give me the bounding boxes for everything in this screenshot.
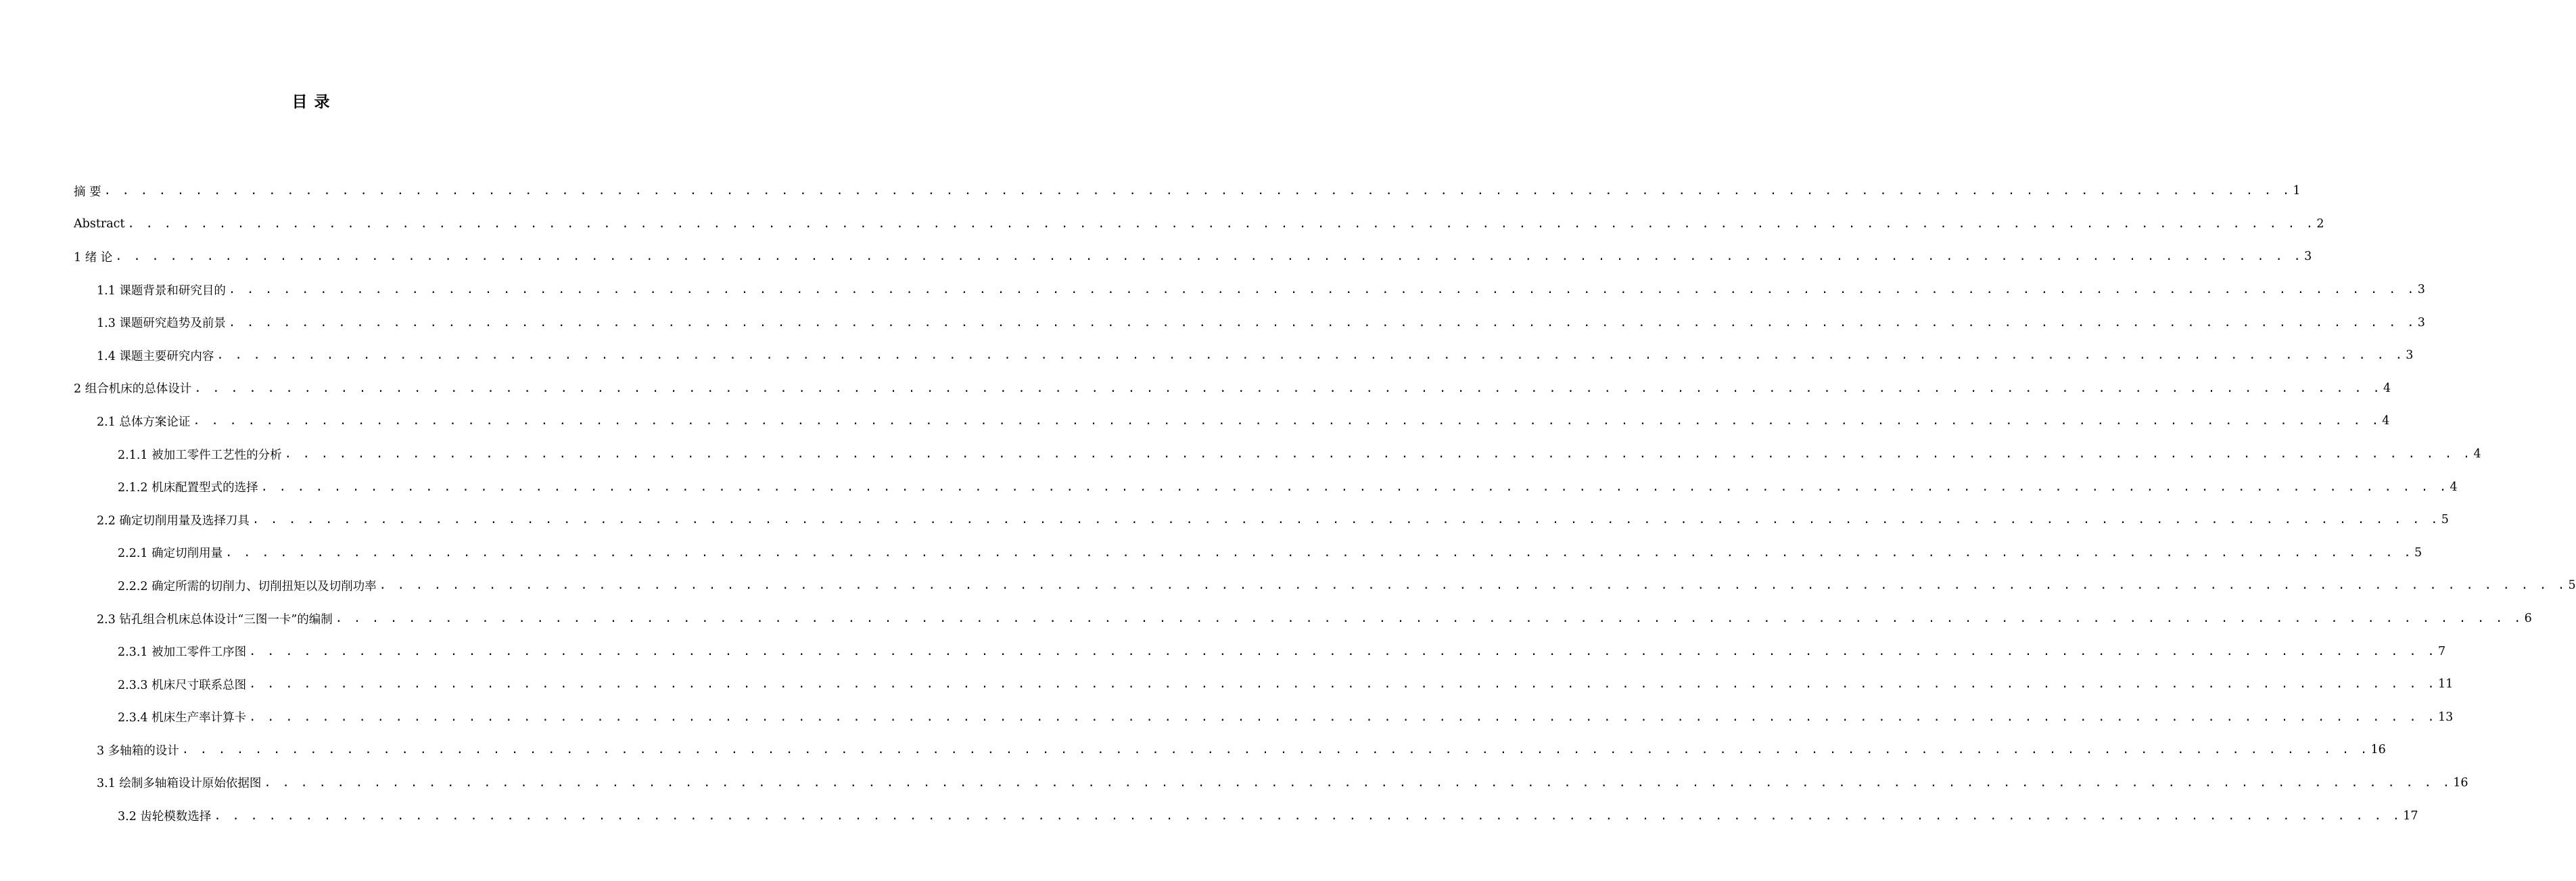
toc-entry-page-number: 5 (2441, 513, 2449, 527)
toc-dot-leader: . . . . . . . . . . . . . . . . . . . . . . . . . . . . . . . . . . . . . . . . . . . . . . . . . . . . . . . . . . . . . . . . . . . . . . . . . . . . . . . . . . . . . . . . . . . . . . . . . . . . . . . . . . . . . . . . . . . . . . . . (193, 414, 2381, 428)
toc-entry-page-number: 3 (2406, 348, 2414, 363)
toc-dot-leader: . . . . . . . . . . . . . . . . . . . . . . . . . . . . . . . . . . . . . . . . . . . . . . . . . . . . . . . . . . . . . . . . . . . . . . . . . . . . . . . . . . . . . . . . . . . . . . . . . . . . . . . . . . . . . . . . . . . . . . . . (284, 447, 2473, 461)
toc-entry-page-number: 5 (2414, 545, 2422, 560)
toc-entry[interactable] (0, 569, 2576, 602)
toc-entry-page-number: 4 (2473, 447, 2481, 461)
toc-entry-title: 2.2 确定切削用量及选择刀具 (97, 514, 250, 528)
toc-dot-leader: . . . . . . . . . . . . . . . . . . . . . . . . . . . . . . . . . . . . . . . . . . . . . . . . . . . . . . . . . . . . . . . . . . . . . . . . . . . . . . . . . . . . . . . . . . . . . . . . . . . . . . . . . . . . . . . . . . . . . . . . (252, 513, 2440, 527)
toc-dot-leader: . . . . . . . . . . . . . . . . . . . . . . . . . . . . . . . . . . . . . . . . . . . . . . . . . . . . . . . . . . . . . . . . . . . . . . . . . . . . . . . . . . . . . . . . . . . . . . . . . . . . . . . . . . . . . . . . . . . . . . . . (115, 250, 2303, 264)
toc-entry-page-number: 7 (2437, 644, 2446, 658)
toc-dot-leader: . . . . . . . . . . . . . . . . . . . . . . . . . . . . . . . . . . . . . . . . . . . . . . . . . . . . . . . . . . . . . . . . . . . . . . . . . . . . . . . . . . . . . . . . . . . . . . . . . . . . . . . . . . . . . . . . . . . . . . . . (249, 710, 2437, 724)
toc-title: 目 录 (291, 93, 331, 111)
toc-dot-leader: . . . . . . . . . . . . . . . . . . . . . . . . . . . . . . . . . . . . . . . . . . . . . . . . . . . . . . . . . . . . . . . . . . . . . . . . . . . . . . . . . . . . . . . . . . . . . . . . . . . . . . . . . . . . . . . . . . . . . . . . (194, 381, 2383, 395)
toc-entry[interactable] (0, 701, 2454, 734)
toc-entry-title: 1.1 课题背景和研究目的 (97, 284, 226, 298)
toc-entry-page-number: 2 (2316, 217, 2324, 231)
toc-entry[interactable] (0, 668, 2454, 701)
toc-entry-page-number: 11 (2437, 677, 2454, 692)
toc-entry-title: 3 多轴箱的设计 (97, 744, 179, 758)
toc-entry[interactable] (0, 175, 2301, 208)
toc-entry[interactable] (0, 635, 2446, 668)
toc-entry-title: 摘 要 (74, 185, 101, 199)
toc-entry[interactable] (0, 767, 2468, 800)
toc-entry[interactable] (0, 306, 2425, 339)
toc-entry[interactable] (0, 405, 2390, 438)
toc-dot-leader: . . . . . . . . . . . . . . . . . . . . . . . . . . . . . . . . . . . . . . . . . . . . . . . . . . . . . . . . . . . . . . . . . . . . . . . . . . . . . . . . . . . . . . . . . . . . . . . . . . . . . . . . . . . . . . . . . . . . . . . . (379, 579, 2567, 593)
toc-dot-leader: . . . . . . . . . . . . . . . . . . . . . . . . . . . . . . . . . . . . . . . . . . . . . . . . . . . . . . . . . . . . . . . . . . . . . . . . . . . . . . . . . . . . . . . . . . . . . . . . . . . . . . . . . . . . . . . . . . . . . . . . (228, 283, 2416, 297)
toc-entry-title: 3.2 齿轮模数选择 (118, 810, 212, 824)
toc-dot-leader: . . . . . . . . . . . . . . . . . . . . . . . . . . . . . . . . . . . . . . . . . . . . . . . . . . . . . . . . . . . . . . . . . . . . . . . . . . . . . . . . . . . . . . . . . . . . . . . . . . . . . . . . . . . . . . . . . . . . . . . . (214, 809, 2402, 823)
toc-dot-leader: . . . . . . . . . . . . . . . . . . . . . . . . . . . . . . . . . . . . . . . . . . . . . . . . . . . . . . . . . . . . . . . . . . . . . . . . . . . . . . . . . . . . . . . . . . . . . . . . . . . . . . . . . . . . . . . . . . . . . . . . (181, 743, 2370, 757)
toc-entry-title: 2.1.2 机床配置型式的选择 (118, 481, 258, 495)
toc-entry[interactable] (0, 438, 2481, 471)
table-of-contents (0, 175, 2576, 832)
toc-entry-title: 2.3.1 被加工零件工序图 (118, 646, 247, 660)
toc-entry-title: 1 绪 论 (74, 250, 113, 265)
toc-entry-page-number: 3 (2417, 283, 2425, 297)
toc-entry-page-number: 13 (2437, 710, 2454, 724)
toc-entry-title: 1.4 课题主要研究内容 (97, 349, 214, 363)
toc-entry[interactable] (0, 372, 2391, 405)
toc-entry-title: 2.3 钻孔组合机床总体设计“三图一卡”的编制 (97, 612, 333, 627)
toc-entry-title: 1.3 课题研究趋势及前景 (97, 317, 226, 331)
toc-entry-page-number: 3 (2417, 315, 2425, 330)
toc-entry[interactable] (0, 733, 2386, 767)
toc-entry[interactable] (0, 240, 2312, 273)
toc-dot-leader: . . . . . . . . . . . . . . . . . . . . . . . . . . . . . . . . . . . . . . . . . . . . . . . . . . . . . . . . . . . . . . . . . . . . . . . . . . . . . . . . . . . . . . . . . . . . . . . . . . . . . . . . . . . . . . . . . . . . . . . . (249, 677, 2437, 692)
toc-entry[interactable] (0, 470, 2458, 503)
toc-entry-title: 2 组合机床的总体设计 (74, 382, 192, 397)
toc-entry-title: Abstract (74, 217, 125, 231)
toc-dot-leader: . . . . . . . . . . . . . . . . . . . . . . . . . . . . . . . . . . . . . . . . . . . . . . . . . . . . . . . . . . . . . . . . . . . . . . . . . . . . . . . . . . . . . . . . . . . . . . . . . . . . . . . . . . . . . . . . . . . . . . . . (260, 480, 2449, 494)
toc-entry[interactable] (0, 537, 2422, 570)
toc-entry-page-number: 3 (2304, 250, 2312, 264)
toc-dot-leader: . . . . . . . . . . . . . . . . . . . . . . . . . . . . . . . . . . . . . . . . . . . . . . . . . . . . . . . . . . . . . . . . . . . . . . . . . . . . . . . . . . . . . . . . . . . . . . . . . . . . . . . . . . . . . . . . . . . . . . . . (335, 612, 2523, 626)
toc-dot-leader: . . . . . . . . . . . . . . . . . . . . . . . . . . . . . . . . . . . . . . . . . . . . . . . . . . . . . . . . . . . . . . . . . . . . . . . . . . . . . . . . . . . . . . . . . . . . . . . . . . . . . . . . . . . . . . . . . . . . . . . . (103, 184, 2292, 198)
toc-entry-page-number: 5 (2568, 579, 2576, 593)
toc-entry-page-number: 17 (2403, 809, 2418, 823)
toc-dot-leader: . . . . . . . . . . . . . . . . . . . . . . . . . . . . . . . . . . . . . . . . . . . . . . . . . . . . . . . . . . . . . . . . . . . . . . . . . . . . . . . . . . . . . . . . . . . . . . . . . . . . . . . . . . . . . . . . . . . . . . . . (225, 545, 2413, 560)
toc-entry[interactable] (0, 503, 2449, 537)
toc-entry[interactable] (0, 799, 2418, 832)
toc-entry-title: 2.3.3 机床尺寸联系总图 (118, 678, 247, 692)
toc-entry-page-number: 4 (2383, 381, 2391, 395)
toc-entry-page-number: 1 (2293, 184, 2301, 198)
toc-entry-title: 2.1 总体方案论证 (97, 415, 191, 429)
toc-entry-title: 3.1 绘制多轴箱设计原始依据图 (97, 777, 262, 791)
toc-entry-title: 2.2.1 确定切削用量 (118, 547, 223, 561)
toc-dot-leader: . . . . . . . . . . . . . . . . . . . . . . . . . . . . . . . . . . . . . . . . . . . . . . . . . . . . . . . . . . . . . . . . . . . . . . . . . . . . . . . . . . . . . . . . . . . . . . . . . . . . . . . . . . . . . . . . . . . . . . . . (228, 315, 2416, 330)
toc-entry-page-number: 16 (2370, 743, 2386, 757)
toc-dot-leader: . . . . . . . . . . . . . . . . . . . . . . . . . . . . . . . . . . . . . . . . . . . . . . . . . . . . . . . . . . . . . . . . . . . . . . . . . . . . . . . . . . . . . . . . . . . . . . . . . . . . . . . . . . . . . . . . . . . . . . . . (127, 217, 2316, 231)
toc-dot-leader: . . . . . . . . . . . . . . . . . . . . . . . . . . . . . . . . . . . . . . . . . . . . . . . . . . . . . . . . . . . . . . . . . . . . . . . . . . . . . . . . . . . . . . . . . . . . . . . . . . . . . . . . . . . . . . . . . . . . . . . . (264, 775, 2452, 790)
toc-entry-title: 2.1.1 被加工零件工艺性的分析 (118, 448, 282, 462)
toc-dot-leader: . . . . . . . . . . . . . . . . . . . . . . . . . . . . . . . . . . . . . . . . . . . . . . . . . . . . . . . . . . . . . . . . . . . . . . . . . . . . . . . . . . . . . . . . . . . . . . . . . . . . . . . . . . . . . . . . . . . . . . . . (216, 348, 2405, 363)
toc-entry[interactable] (0, 208, 2324, 241)
toc-entry[interactable] (0, 273, 2425, 307)
toc-entry-page-number: 4 (2382, 414, 2390, 428)
toc-entry[interactable] (0, 602, 2532, 635)
toc-entry-title: 2.3.4 机床生产率计算卡 (118, 711, 247, 725)
toc-entry-page-number: 6 (2524, 612, 2532, 626)
toc-entry-page-number: 4 (2450, 480, 2458, 494)
toc-dot-leader: . . . . . . . . . . . . . . . . . . . . . . . . . . . . . . . . . . . . . . . . . . . . . . . . . . . . . . . . . . . . . . . . . . . . . . . . . . . . . . . . . . . . . . . . . . . . . . . . . . . . . . . . . . . . . . . . . . . . . . . . (249, 644, 2437, 658)
toc-entry-title: 2.2.2 确定所需的切削力、切削扭矩以及切削功率 (118, 579, 377, 593)
toc-entry[interactable] (0, 339, 2414, 372)
toc-entry-page-number: 16 (2453, 775, 2468, 790)
